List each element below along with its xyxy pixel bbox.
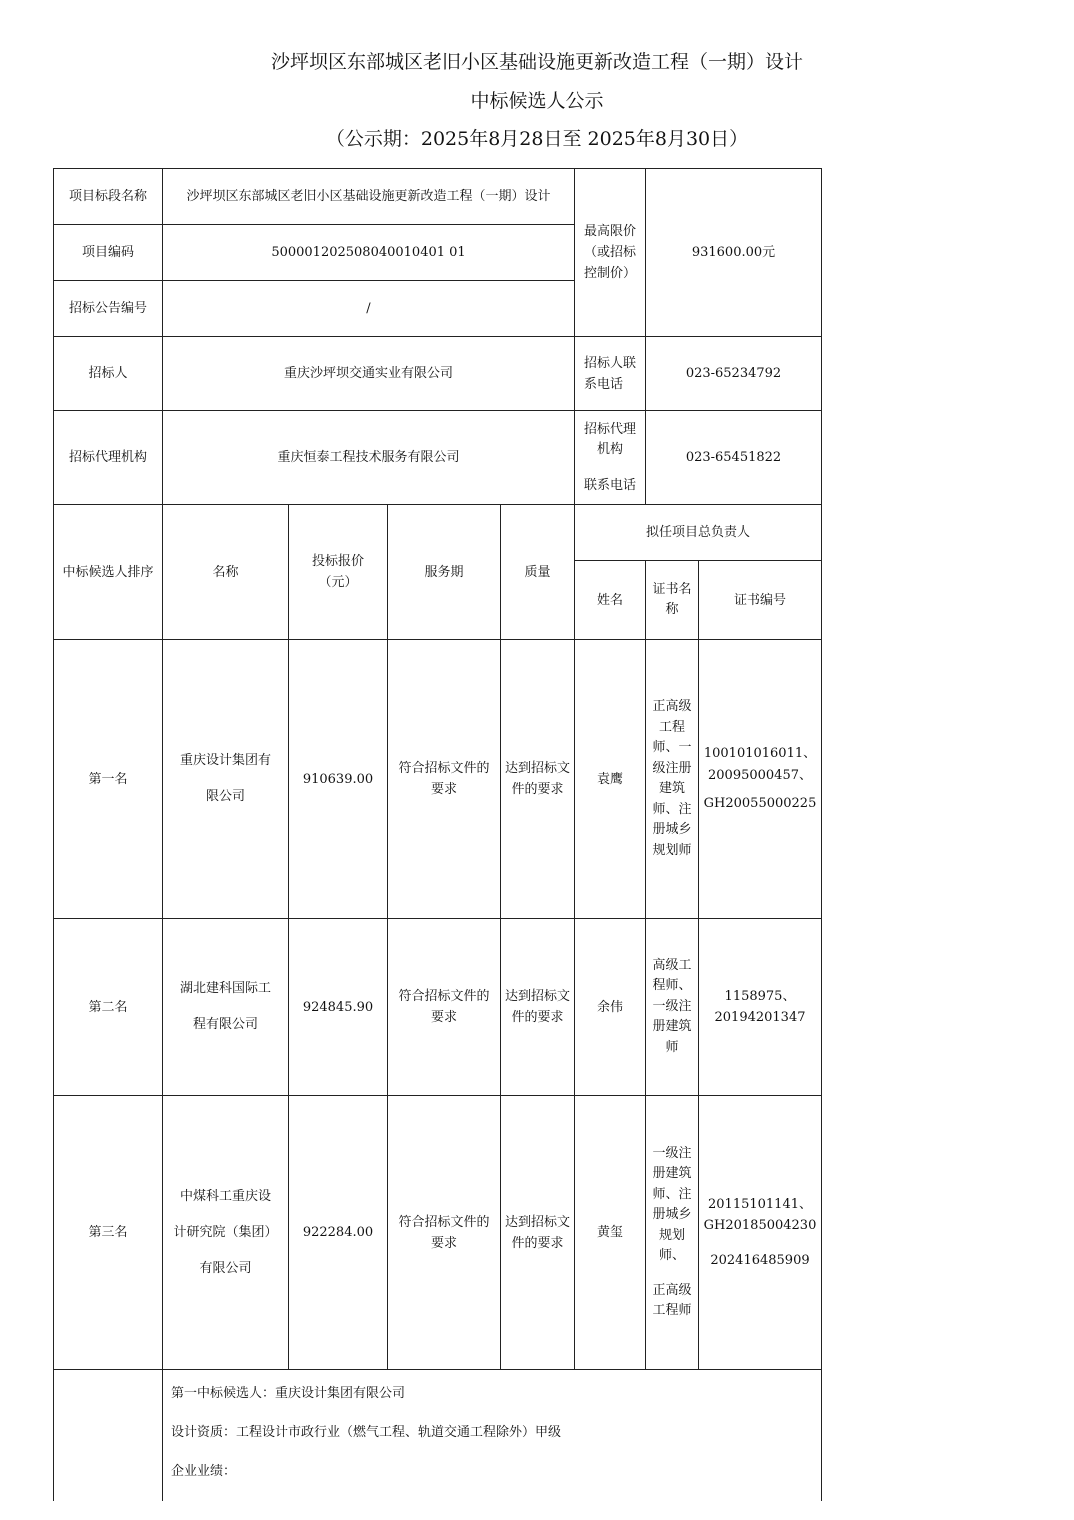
table-row <box>54 1096 822 1370</box>
candidate-price: 924845.90 <box>289 919 388 1096</box>
table-row <box>54 640 822 919</box>
candidate-quality: 达到招标文件的要求 <box>501 1096 575 1370</box>
notice-number-value: / <box>163 281 575 337</box>
manager-cert-name: 高级工程师、一级注册建筑师 <box>646 919 699 1096</box>
head-rank: 中标候选人排序 <box>54 505 163 640</box>
performance-line: 企业业绩： <box>171 1464 237 1479</box>
agency-value: 重庆恒泰工程技术服务有限公司 <box>163 411 575 505</box>
head-cert-name: 证书名称 <box>646 561 699 640</box>
candidate-quality: 达到招标文件的要求 <box>501 640 575 919</box>
candidate-service-period: 符合招标文件的要求 <box>388 919 501 1096</box>
project-code-value: 500001202508040010401 01 <box>163 225 575 281</box>
first-candidate-line: 第一中标候选人：重庆设计集团有限公司 <box>171 1386 406 1401</box>
qualification-line: 设计资质：工程设计市政行业（燃气工程、轨道交通工程除外）甲级 <box>171 1425 562 1440</box>
head-period: 服务期 <box>388 505 501 640</box>
cert-no-line: 20095000457、 <box>708 768 812 783</box>
manager-name: 袁鹰 <box>575 640 646 919</box>
manager-cert-name: 正高级工程师、一级注册建筑师、注册城乡规划师 <box>646 640 699 919</box>
candidate-name-line: 限公司 <box>205 789 245 804</box>
candidate-name-line: 湖北建科国际工 <box>179 981 271 996</box>
manager-cert-no <box>699 640 822 919</box>
notice-title-line-1: 沙坪坝区东部城区老旧小区基础设施更新改造工程（一期）设计 <box>270 51 803 73</box>
cert-no-line: GH20185004230 <box>703 1218 817 1233</box>
candidate-rank: 第二名 <box>54 919 163 1096</box>
candidate-name <box>163 640 289 919</box>
agency-phone-label-line-2: 联系电话 <box>583 477 636 493</box>
manager-name: 黄玺 <box>575 1096 646 1370</box>
cert-no-line: 20194201347 <box>714 1010 806 1025</box>
agency-phone-label <box>575 411 646 505</box>
tenderer-label: 招标人 <box>54 337 163 411</box>
head-manager: 拟任项目总负责人 <box>575 505 822 561</box>
manager-cert-name <box>646 1096 699 1370</box>
cert-no-line: 20115101141、 <box>708 1197 812 1212</box>
candidate-name <box>163 919 289 1096</box>
agency-label: 招标代理机构 <box>54 411 163 505</box>
tenderer-phone-label: 招标人联系电话 <box>575 337 646 411</box>
candidate-name-line: 重庆设计集团有 <box>179 753 271 768</box>
candidate-service-period: 符合招标文件的要求 <box>388 1096 501 1370</box>
agency-phone-value: 023-65451822 <box>646 411 822 505</box>
section-name-value: 沙坪坝区东部城区老旧小区基础设施更新改造工程（一期）设计 <box>163 169 575 225</box>
candidate-quality: 达到招标文件的要求 <box>501 919 575 1096</box>
agency-phone-label-line-1: 招标代理机构 <box>583 421 636 457</box>
manager-cert-no <box>699 1096 822 1370</box>
notice-period: （公示期：2025年8月28日至 2025年8月30日） <box>325 128 749 150</box>
details-label-cell <box>54 1370 163 1502</box>
max-price-value: 931600.00元 <box>646 169 822 337</box>
head-person: 姓名 <box>575 561 646 640</box>
candidate-service-period: 符合招标文件的要求 <box>388 640 501 919</box>
section-name-label: 项目标段名称 <box>54 169 163 225</box>
first-candidate-details <box>163 1370 822 1502</box>
manager-cert-no <box>699 919 822 1096</box>
candidate-name-line: 中煤科工重庆设 <box>179 1188 271 1204</box>
head-price: 投标报价（元） <box>289 505 388 640</box>
candidate-price: 922284.00 <box>289 1096 388 1370</box>
cert-no-line: 202416485909 <box>710 1253 810 1268</box>
candidate-rank: 第一名 <box>54 640 163 919</box>
cert-name-line: 一级注册建筑师、注册城乡规划师、 <box>652 1145 692 1263</box>
cert-name-line: 正高级工程师 <box>652 1282 692 1318</box>
manager-name: 余伟 <box>575 919 646 1096</box>
candidate-rank: 第三名 <box>54 1096 163 1370</box>
cert-no-line: GH20055000225 <box>703 796 817 811</box>
tenderer-phone-value: 023-65234792 <box>646 337 822 411</box>
cert-no-line: 100101016011、 <box>703 746 817 761</box>
notice-number-label: 招标公告编号 <box>54 281 163 337</box>
candidate-name-line: 程有限公司 <box>192 1017 258 1032</box>
candidate-name <box>163 1096 289 1370</box>
candidate-name-line: 有限公司 <box>199 1260 252 1276</box>
head-cert-no: 证书编号 <box>699 561 822 640</box>
notice-title-line-2: 中标候选人公示 <box>470 90 604 112</box>
head-name: 名称 <box>163 505 289 640</box>
table-row <box>54 919 822 1096</box>
cert-no-line: 1158975、 <box>724 989 796 1004</box>
max-price-label: 最高限价（或招标控制价） <box>575 169 646 337</box>
project-code-label: 项目编码 <box>54 225 163 281</box>
candidate-price: 910639.00 <box>289 640 388 919</box>
head-quality: 质量 <box>501 505 575 640</box>
tenderer-value: 重庆沙坪坝交通实业有限公司 <box>163 337 575 411</box>
candidate-name-line: 计研究院（集团） <box>173 1224 278 1240</box>
candidate-notice-table <box>53 168 822 1501</box>
